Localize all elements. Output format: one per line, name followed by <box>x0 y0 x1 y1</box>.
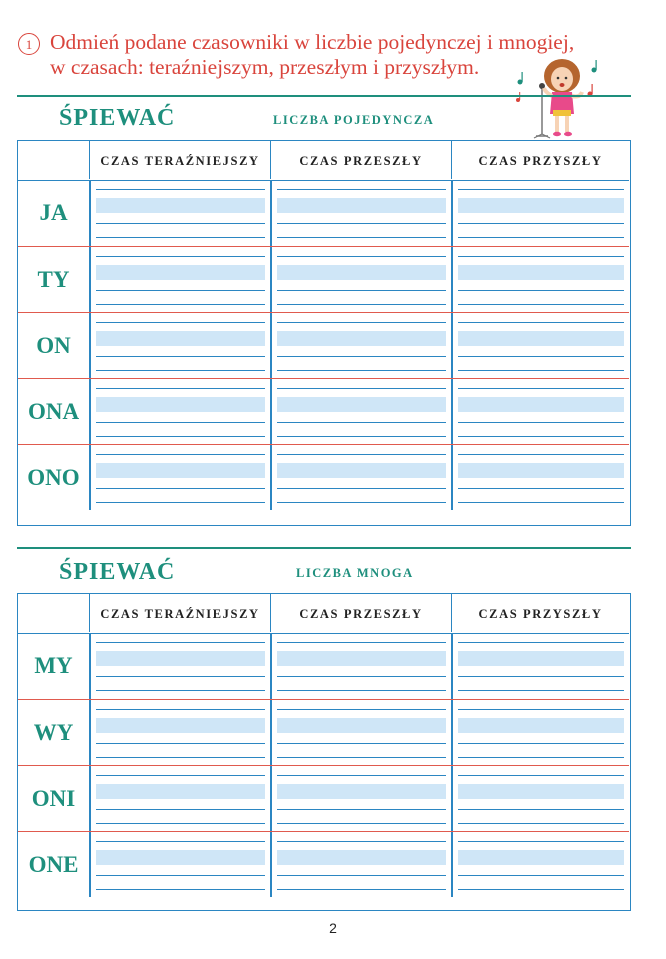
writing-line <box>96 841 265 842</box>
section-rule <box>17 95 631 97</box>
pronoun-label: MY <box>34 653 73 678</box>
writing-cell[interactable] <box>91 247 270 313</box>
writing-cell[interactable] <box>453 445 629 511</box>
writing-cell[interactable] <box>453 313 629 379</box>
writing-line <box>458 875 624 876</box>
writing-line <box>458 422 624 423</box>
writing-cell[interactable] <box>91 700 270 766</box>
column-header-future: CZAS PRZYSZŁY <box>451 594 629 632</box>
writing-line <box>458 690 624 691</box>
writing-line <box>96 889 265 890</box>
writing-line <box>96 256 265 257</box>
writing-line <box>277 743 446 744</box>
writing-band <box>96 331 265 346</box>
writing-cell[interactable] <box>91 445 270 511</box>
writing-line <box>96 823 265 824</box>
writing-line <box>277 388 446 389</box>
writing-line <box>277 841 446 842</box>
table-row <box>18 378 629 444</box>
column-header-present: CZAS TERAŹNIEJSZY <box>89 594 270 632</box>
writing-line <box>96 388 265 389</box>
task-number-badge: 1 <box>18 33 40 55</box>
writing-line <box>96 875 265 876</box>
pronoun-label: WY <box>33 720 74 745</box>
writing-line <box>277 488 446 489</box>
column-header-future: CZAS PRZYSZŁY <box>451 141 629 179</box>
writing-line <box>458 743 624 744</box>
writing-line <box>96 322 265 323</box>
writing-line <box>96 743 265 744</box>
writing-cell[interactable] <box>272 180 451 246</box>
writing-band <box>458 265 624 280</box>
writing-line <box>458 502 624 503</box>
writing-band <box>458 198 624 213</box>
number-label: LICZBA MNOGA <box>296 566 414 580</box>
writing-line <box>458 322 624 323</box>
conjugation-table-plural <box>17 593 631 911</box>
table-row <box>18 180 629 246</box>
writing-line <box>277 290 446 291</box>
table-row <box>18 633 629 699</box>
writing-band <box>96 463 265 478</box>
writing-line <box>277 775 446 776</box>
writing-line <box>96 454 265 455</box>
writing-line <box>458 642 624 643</box>
writing-line <box>458 823 624 824</box>
writing-band <box>277 784 446 799</box>
writing-cell[interactable] <box>453 700 629 766</box>
page-number: 2 <box>329 920 337 936</box>
writing-band <box>96 784 265 799</box>
writing-line <box>458 356 624 357</box>
writing-line <box>277 875 446 876</box>
pronoun-label: ON <box>36 333 71 358</box>
writing-band <box>96 265 265 280</box>
writing-line <box>277 356 446 357</box>
writing-band <box>458 784 624 799</box>
table-header-row <box>18 594 629 634</box>
writing-line <box>458 809 624 810</box>
writing-line <box>277 642 446 643</box>
writing-band <box>277 198 446 213</box>
conjugation-table-singular <box>17 140 631 526</box>
writing-band <box>458 463 624 478</box>
writing-line <box>277 757 446 758</box>
writing-line <box>96 223 265 224</box>
table-header-row <box>18 141 629 181</box>
writing-line <box>277 709 446 710</box>
writing-band <box>277 651 446 666</box>
writing-line <box>277 223 446 224</box>
writing-band <box>96 651 265 666</box>
table-row <box>18 831 629 897</box>
writing-cell[interactable] <box>91 766 270 832</box>
writing-cell[interactable] <box>453 766 629 832</box>
writing-line <box>277 304 446 305</box>
writing-cell[interactable] <box>272 633 451 699</box>
writing-band <box>458 331 624 346</box>
writing-cell[interactable] <box>453 180 629 246</box>
writing-band <box>277 265 446 280</box>
number-label: LICZBA POJEDYNCZA <box>273 113 435 127</box>
writing-line <box>277 422 446 423</box>
writing-band <box>458 397 624 412</box>
writing-cell[interactable] <box>91 180 270 246</box>
writing-line <box>277 454 446 455</box>
writing-line <box>96 809 265 810</box>
pronoun-label: JA <box>39 200 68 225</box>
writing-line <box>458 256 624 257</box>
writing-cell[interactable] <box>272 445 451 511</box>
writing-line <box>96 370 265 371</box>
writing-line <box>96 237 265 238</box>
writing-line <box>96 757 265 758</box>
writing-band <box>458 850 624 865</box>
verb-title: ŚPIEWAĆ <box>59 559 176 585</box>
writing-line <box>277 322 446 323</box>
writing-line <box>96 642 265 643</box>
writing-line <box>458 223 624 224</box>
writing-line <box>96 676 265 677</box>
writing-line <box>96 290 265 291</box>
writing-line <box>458 290 624 291</box>
writing-band <box>277 331 446 346</box>
writing-line <box>277 676 446 677</box>
writing-line <box>96 422 265 423</box>
pronoun-label: ONO <box>27 465 80 490</box>
pronoun-label: ONE <box>28 852 79 877</box>
instruction-line-1: Odmień podane czasowniki w liczbie pojedynczej i mnogiej, <box>50 30 575 54</box>
writing-line <box>277 436 446 437</box>
writing-line <box>458 709 624 710</box>
writing-cell[interactable] <box>272 313 451 379</box>
writing-cell[interactable] <box>91 633 270 699</box>
table-row <box>18 444 629 510</box>
writing-band <box>96 397 265 412</box>
writing-line <box>458 757 624 758</box>
writing-line <box>458 454 624 455</box>
writing-line <box>96 189 265 190</box>
writing-line <box>458 304 624 305</box>
writing-cell[interactable] <box>272 700 451 766</box>
writing-line <box>277 690 446 691</box>
writing-band <box>96 718 265 733</box>
writing-line <box>458 676 624 677</box>
column-header-past: CZAS PRZESZŁY <box>270 141 451 179</box>
pronoun-label: TY <box>37 267 70 292</box>
verb-title: ŚPIEWAĆ <box>59 105 176 131</box>
writing-band <box>458 718 624 733</box>
writing-cell[interactable] <box>453 633 629 699</box>
writing-cell[interactable] <box>91 313 270 379</box>
pronoun-label: ONI <box>31 786 76 811</box>
writing-line <box>96 709 265 710</box>
writing-line <box>458 841 624 842</box>
writing-band <box>277 397 446 412</box>
writing-line <box>277 370 446 371</box>
writing-line <box>277 809 446 810</box>
writing-line <box>277 256 446 257</box>
writing-line <box>277 237 446 238</box>
column-header-present: CZAS TERAŹNIEJSZY <box>89 141 270 179</box>
writing-cell[interactable] <box>272 379 451 445</box>
writing-cell[interactable] <box>453 247 629 313</box>
writing-band <box>458 651 624 666</box>
writing-band <box>96 850 265 865</box>
writing-line <box>277 823 446 824</box>
table-row <box>18 765 629 831</box>
writing-line <box>96 304 265 305</box>
writing-line <box>96 436 265 437</box>
writing-line <box>458 889 624 890</box>
writing-band <box>277 850 446 865</box>
table-row <box>18 246 629 312</box>
writing-line <box>458 488 624 489</box>
writing-cell[interactable] <box>272 247 451 313</box>
writing-line <box>96 502 265 503</box>
writing-band <box>277 463 446 478</box>
singing-girl-illustration <box>512 52 602 142</box>
table-row <box>18 699 629 765</box>
writing-cell[interactable] <box>272 832 451 898</box>
instruction-line-2: w czasach: teraźniejszym, przeszłym i przyszłym. <box>50 55 480 79</box>
writing-line <box>96 690 265 691</box>
writing-cell[interactable] <box>91 379 270 445</box>
section-rule <box>17 547 631 549</box>
writing-cell[interactable] <box>91 832 270 898</box>
writing-line <box>458 436 624 437</box>
column-header-past: CZAS PRZESZŁY <box>270 594 451 632</box>
writing-line <box>458 237 624 238</box>
writing-line <box>96 488 265 489</box>
table-row <box>18 312 629 378</box>
writing-line <box>96 356 265 357</box>
writing-line <box>96 775 265 776</box>
writing-cell[interactable] <box>453 832 629 898</box>
writing-line <box>277 889 446 890</box>
writing-band <box>277 718 446 733</box>
writing-cell[interactable] <box>272 766 451 832</box>
writing-line <box>458 775 624 776</box>
writing-line <box>458 370 624 371</box>
pronoun-label: ONA <box>27 399 80 424</box>
writing-line <box>458 388 624 389</box>
writing-line <box>458 189 624 190</box>
writing-line <box>277 502 446 503</box>
writing-line <box>277 189 446 190</box>
writing-band <box>96 198 265 213</box>
writing-cell[interactable] <box>453 379 629 445</box>
